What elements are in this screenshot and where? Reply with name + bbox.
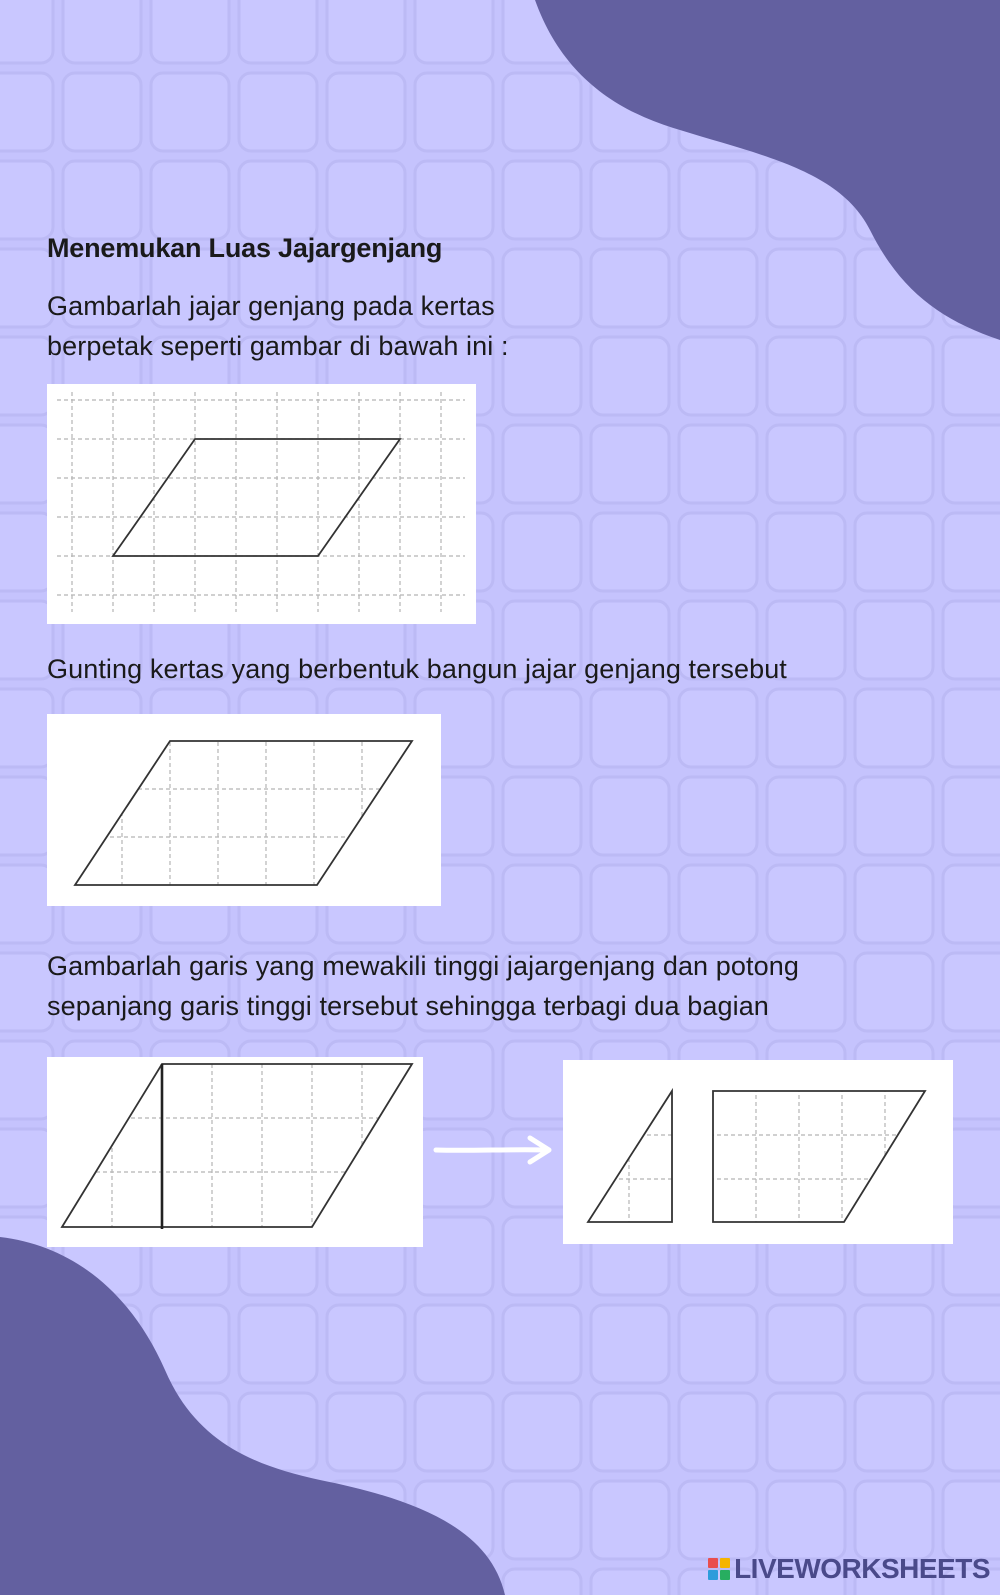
instruction-draw-parallelogram: Gambarlah jajar genjang pada kertas berpetak seperti gambar di bawah ini : [47,291,509,361]
right-arrow-icon [432,1134,554,1166]
figure-parallelogram-with-height-line [47,1057,423,1247]
liveworksheets-logo-icon [708,1558,730,1580]
bottom-left-blob-shape [0,1230,520,1595]
instruction-cut-parallelogram: Gunting kertas yang berbentuk bangun jajar genjang tersebut [47,654,787,684]
instruction-draw-height-and-cut: Gambarlah garis yang mewakili tinggi jajargenjang dan potong sepanjang garis tinggi tersebut sehingga terbagi dua bagian [47,951,799,1021]
figure-triangle-and-trapezoid-pieces [563,1060,953,1244]
worksheet-title: Menemukan Luas Jajargenjang [47,233,443,263]
figure-cut-parallelogram [47,714,441,906]
liveworksheets-brand [708,1553,990,1585]
figure-parallelogram-on-grid [47,384,476,624]
brand-name: LIVEWORKSHEETS [734,1553,990,1584]
